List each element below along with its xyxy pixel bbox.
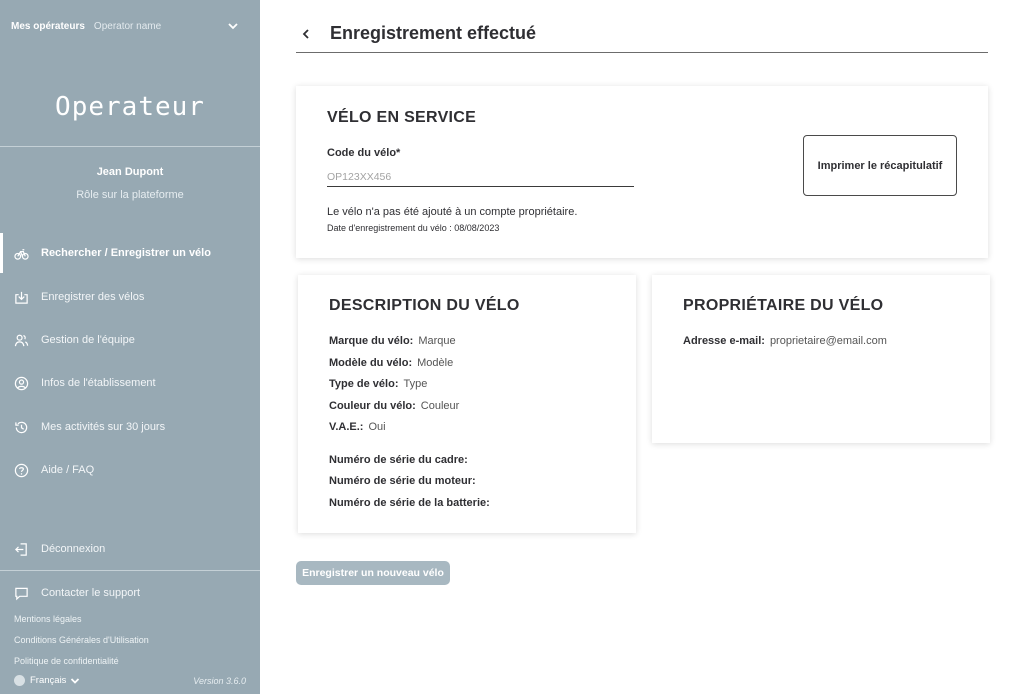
owner-email-field — [683, 335, 887, 347]
field-value: Type — [403, 378, 428, 390]
chevron-down-icon — [70, 676, 80, 686]
operator-selector-label: Mes opérateurs — [11, 20, 85, 32]
register-new-bike-button[interactable]: Enregistrer un nouveau vélo — [296, 561, 450, 585]
legal-notice-link[interactable]: Mentions légales — [14, 614, 82, 624]
model-field — [329, 357, 453, 369]
battery-serial-field — [329, 497, 495, 509]
chevron-down-icon[interactable] — [227, 20, 239, 32]
field-label: Type de vélo: — [329, 378, 399, 390]
history-icon — [14, 420, 29, 435]
back-arrow-icon[interactable] — [296, 26, 316, 42]
nav-item-help-faq[interactable] — [0, 450, 260, 490]
language-value: Français — [30, 675, 67, 686]
nav-item-label: Enregistrer des vélos — [41, 291, 145, 303]
nav-item-establishment-info[interactable] — [0, 363, 260, 403]
field-value: Oui — [368, 421, 386, 433]
user-circle-icon — [14, 376, 29, 391]
help-icon — [14, 463, 29, 478]
brand-field — [329, 335, 456, 347]
user-role: Rôle sur la plateforme — [76, 189, 184, 201]
logout-button[interactable] — [0, 529, 260, 569]
logout-icon — [14, 542, 29, 557]
nav-item-team-management[interactable] — [0, 320, 260, 360]
card-title: VÉLO EN SERVICE — [327, 109, 477, 126]
color-field — [329, 400, 459, 412]
field-label: Adresse e-mail: — [683, 335, 765, 347]
page-header — [296, 20, 988, 53]
bike-owner-card — [652, 275, 990, 443]
operator-selector-value: Operator name — [93, 20, 162, 32]
type-field — [329, 378, 427, 390]
owner-status-text: Le vélo n'a pas été ajouté à un compte propriétaire. — [327, 206, 578, 218]
field-label: Numéro de série du cadre: — [329, 454, 468, 466]
field-value: proprietaire@email.com — [769, 335, 887, 347]
field-label: Marque du vélo: — [329, 335, 414, 347]
field-label: Modèle du vélo: — [329, 357, 413, 369]
chat-icon — [14, 586, 29, 601]
registration-date-text: Date d'enregistrement du vélo : 08/08/2023 — [327, 223, 500, 233]
privacy-policy-link[interactable]: Politique de confidentialité — [14, 656, 119, 666]
frame-serial-field — [329, 454, 473, 466]
card-title: DESCRIPTION DU VÉLO — [329, 297, 520, 314]
terms-link[interactable]: Conditions Générales d'Utilisation — [14, 635, 149, 645]
vae-field — [329, 421, 386, 433]
language-flag-icon — [14, 675, 25, 686]
brand-logo: Operateur — [55, 92, 205, 122]
bike-description-card — [298, 275, 636, 533]
contact-support-link[interactable] — [0, 573, 260, 613]
sidebar-divider — [0, 146, 260, 147]
app-version: Version 3.6.0 — [193, 676, 246, 686]
print-summary-button[interactable]: Imprimer le récapitulatif — [803, 135, 957, 196]
nav-item-label: Rechercher / Enregistrer un vélo — [41, 247, 211, 259]
bike-in-service-card — [296, 86, 988, 258]
nav-item-label: Mes activités sur 30 jours — [41, 421, 166, 433]
field-value: Marque — [418, 335, 456, 347]
bike-icon — [14, 246, 29, 261]
download-icon — [14, 290, 29, 305]
field-value: Couleur — [420, 400, 460, 412]
operator-selector[interactable] — [11, 19, 251, 33]
bike-code-input[interactable] — [327, 168, 634, 187]
nav-item-label: Aide / FAQ — [41, 464, 95, 476]
logout-label: Déconnexion — [41, 543, 106, 555]
team-icon — [14, 333, 29, 348]
motor-serial-field — [329, 475, 481, 487]
field-label: V.A.E.: — [329, 421, 364, 433]
field-label: Couleur du vélo: — [329, 400, 416, 412]
field-label: Numéro de série de la batterie: — [329, 497, 490, 509]
sidebar-divider — [0, 570, 260, 571]
nav-item-label: Gestion de l'équipe — [41, 334, 135, 346]
language-selector[interactable] — [14, 675, 80, 686]
field-value: Modèle — [417, 357, 454, 369]
contact-support-label: Contacter le support — [41, 587, 141, 599]
nav-item-register-bikes[interactable] — [0, 277, 260, 317]
card-title: PROPRIÉTAIRE DU VÉLO — [683, 297, 884, 314]
field-label: Numéro de série du moteur: — [329, 475, 476, 487]
nav-item-activities-30-days[interactable] — [0, 407, 260, 447]
sidebar — [0, 0, 260, 694]
nav-item-search-register-bike[interactable] — [0, 233, 260, 273]
page-title: Enregistrement effectué — [330, 23, 537, 43]
bike-code-label: Code du vélo* — [327, 147, 401, 159]
user-name: Jean Dupont — [96, 166, 164, 178]
nav-item-label: Infos de l'établissement — [41, 377, 156, 389]
